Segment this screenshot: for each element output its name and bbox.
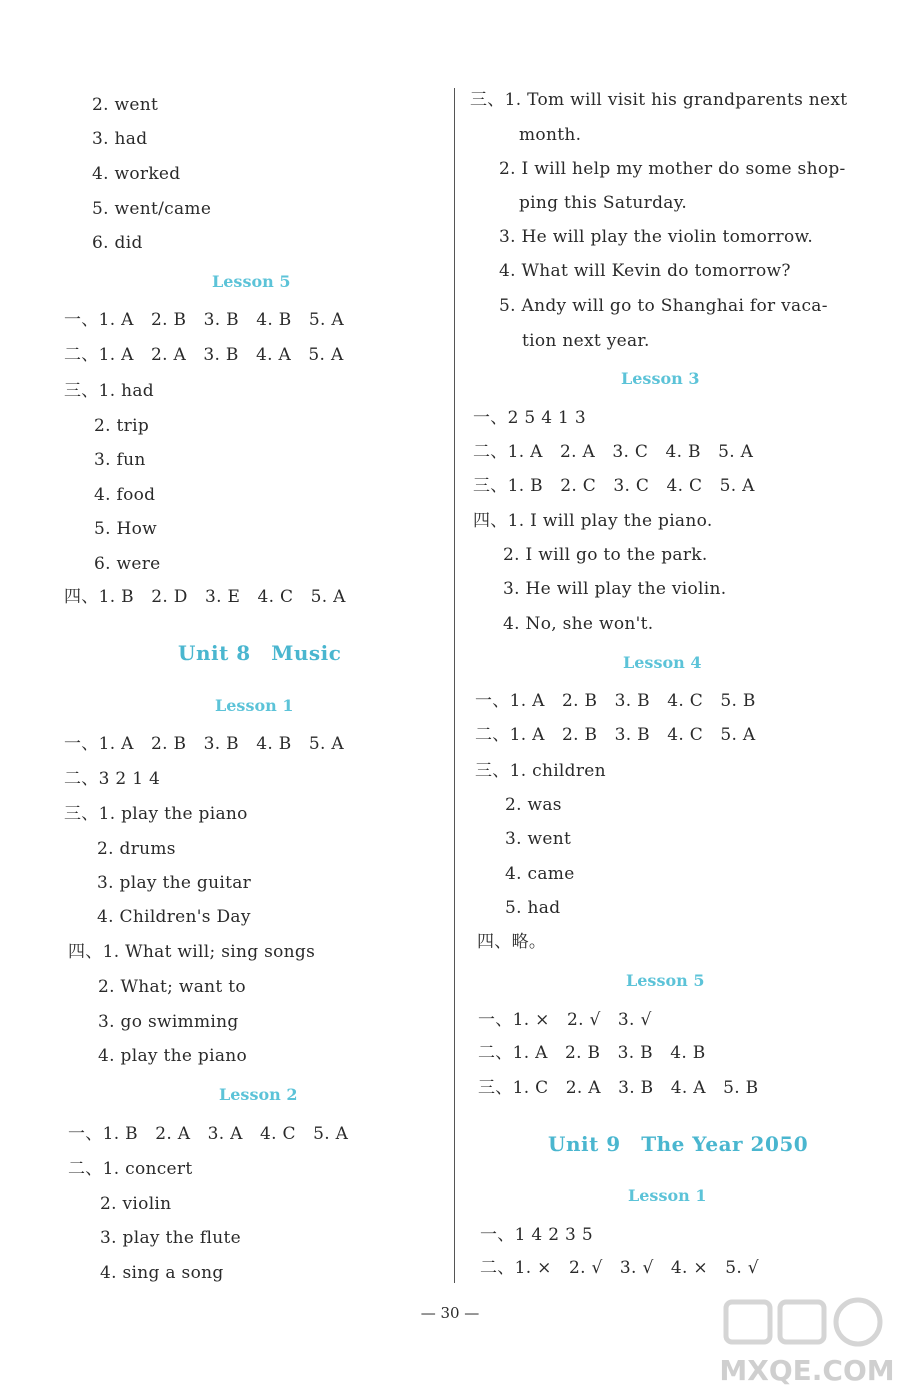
answer-line: 3. play the guitar bbox=[97, 873, 252, 893]
answer-line: 4. Children's Day bbox=[97, 907, 251, 927]
answer-line: 三、1. play the piano bbox=[64, 804, 248, 824]
unit-heading: Unit 9 The Year 2050 bbox=[548, 1132, 809, 1156]
lesson-heading: Lesson 5 bbox=[626, 971, 705, 990]
answer-line: 2. was bbox=[505, 795, 562, 815]
answer-line: 4. play the piano bbox=[98, 1046, 248, 1066]
answer-line: 四、1. I will play the piano. bbox=[473, 511, 713, 531]
answer-line: 三、1. B 2. C 3. C 4. C 5. A bbox=[473, 476, 755, 496]
answer-line: 一、1. A 2. B 3. B 4. B 5. A bbox=[64, 734, 344, 754]
answer-line: 4. No, she won't. bbox=[503, 614, 654, 634]
answer-line: 二、1. concert bbox=[68, 1159, 193, 1179]
answer-line: 2. I will help my mother do some shop- bbox=[499, 159, 846, 179]
answer-line: tion next year. bbox=[522, 331, 650, 351]
answer-line: 2. went bbox=[92, 95, 159, 115]
answer-line: 3. had bbox=[92, 129, 148, 149]
lesson-heading: Lesson 2 bbox=[219, 1085, 298, 1104]
answer-line: 3. play the flute bbox=[100, 1228, 242, 1248]
answer-line: 一、1. × 2. √ 3. √ bbox=[478, 1010, 652, 1030]
answer-line: 2. I will go to the park. bbox=[503, 545, 708, 565]
lesson-heading: Lesson 1 bbox=[215, 696, 294, 715]
answer-line: 3. fun bbox=[94, 450, 146, 470]
lesson-heading: Lesson 3 bbox=[621, 369, 700, 388]
answer-line: 2. What; want to bbox=[98, 977, 246, 997]
answer-line: 6. did bbox=[92, 233, 143, 253]
answer-line: 三、1. had bbox=[64, 381, 154, 401]
unit-heading: Unit 8 Music bbox=[178, 641, 342, 665]
answer-line: 四、1. B 2. D 3. E 4. C 5. A bbox=[64, 587, 346, 607]
answer-line: ping this Saturday. bbox=[519, 193, 688, 213]
watermark-logo-icon bbox=[718, 1296, 896, 1388]
answer-line: 一、1. A 2. B 3. B 4. B 5. A bbox=[64, 310, 344, 330]
answer-line: 3. He will play the violin tomorrow. bbox=[499, 227, 814, 247]
answer-line: 4. food bbox=[94, 485, 156, 505]
answer-line: 2. violin bbox=[100, 1194, 172, 1214]
answer-line: 3. He will play the violin. bbox=[503, 579, 727, 599]
answer-line: 2. drums bbox=[97, 839, 176, 859]
answer-line: 三、1. C 2. A 3. B 4. A 5. B bbox=[478, 1078, 759, 1098]
answer-line: 4. What will Kevin do tomorrow? bbox=[499, 261, 791, 281]
answer-line: 二、1. × 2. √ 3. √ 4. × 5. √ bbox=[480, 1258, 759, 1278]
lesson-heading: Lesson 1 bbox=[628, 1186, 707, 1205]
answer-line: month. bbox=[519, 125, 582, 145]
answer-line: 5. Andy will go to Shanghai for vaca- bbox=[499, 296, 828, 316]
answer-line: 6. were bbox=[94, 554, 161, 574]
column-divider bbox=[454, 88, 455, 1283]
answer-line: 2. trip bbox=[94, 416, 150, 436]
answer-line: 5. had bbox=[505, 898, 561, 918]
answer-line: 二、1. A 2. B 3. B 4. B bbox=[478, 1043, 706, 1063]
page-number: — 30 — bbox=[420, 1304, 480, 1322]
answer-line: 四、略。 bbox=[477, 932, 547, 952]
answer-line: 一、2 5 4 1 3 bbox=[473, 408, 586, 428]
answer-line: 三、1. Tom will visit his grandparents next bbox=[470, 90, 848, 110]
answer-line: 一、1 4 2 3 5 bbox=[480, 1225, 593, 1245]
answer-line: 4. sing a song bbox=[100, 1263, 224, 1283]
lesson-heading: Lesson 4 bbox=[623, 653, 702, 672]
answer-line: 3. went bbox=[505, 829, 572, 849]
answer-line: 5. went/came bbox=[92, 199, 212, 219]
answer-line: 一、1. B 2. A 3. A 4. C 5. A bbox=[68, 1124, 349, 1144]
answer-line: 3. go swimming bbox=[98, 1012, 239, 1032]
answer-line: 二、1. A 2. A 3. B 4. A 5. A bbox=[64, 345, 344, 365]
answer-line: 一、1. A 2. B 3. B 4. C 5. B bbox=[475, 691, 756, 711]
answer-line: 4. came bbox=[505, 864, 575, 884]
answer-line: 三、1. children bbox=[475, 761, 606, 781]
answer-line: 二、3 2 1 4 bbox=[64, 769, 161, 789]
answer-line: 四、1. What will; sing songs bbox=[68, 942, 316, 962]
answer-line: 5. How bbox=[94, 519, 158, 539]
watermark-text: MXQE.COM bbox=[719, 1354, 895, 1387]
answer-line: 二、1. A 2. B 3. B 4. C 5. A bbox=[475, 725, 756, 745]
answer-line: 4. worked bbox=[92, 164, 181, 184]
lesson-heading: Lesson 5 bbox=[212, 272, 291, 291]
answer-line: 二、1. A 2. A 3. C 4. B 5. A bbox=[473, 442, 754, 462]
